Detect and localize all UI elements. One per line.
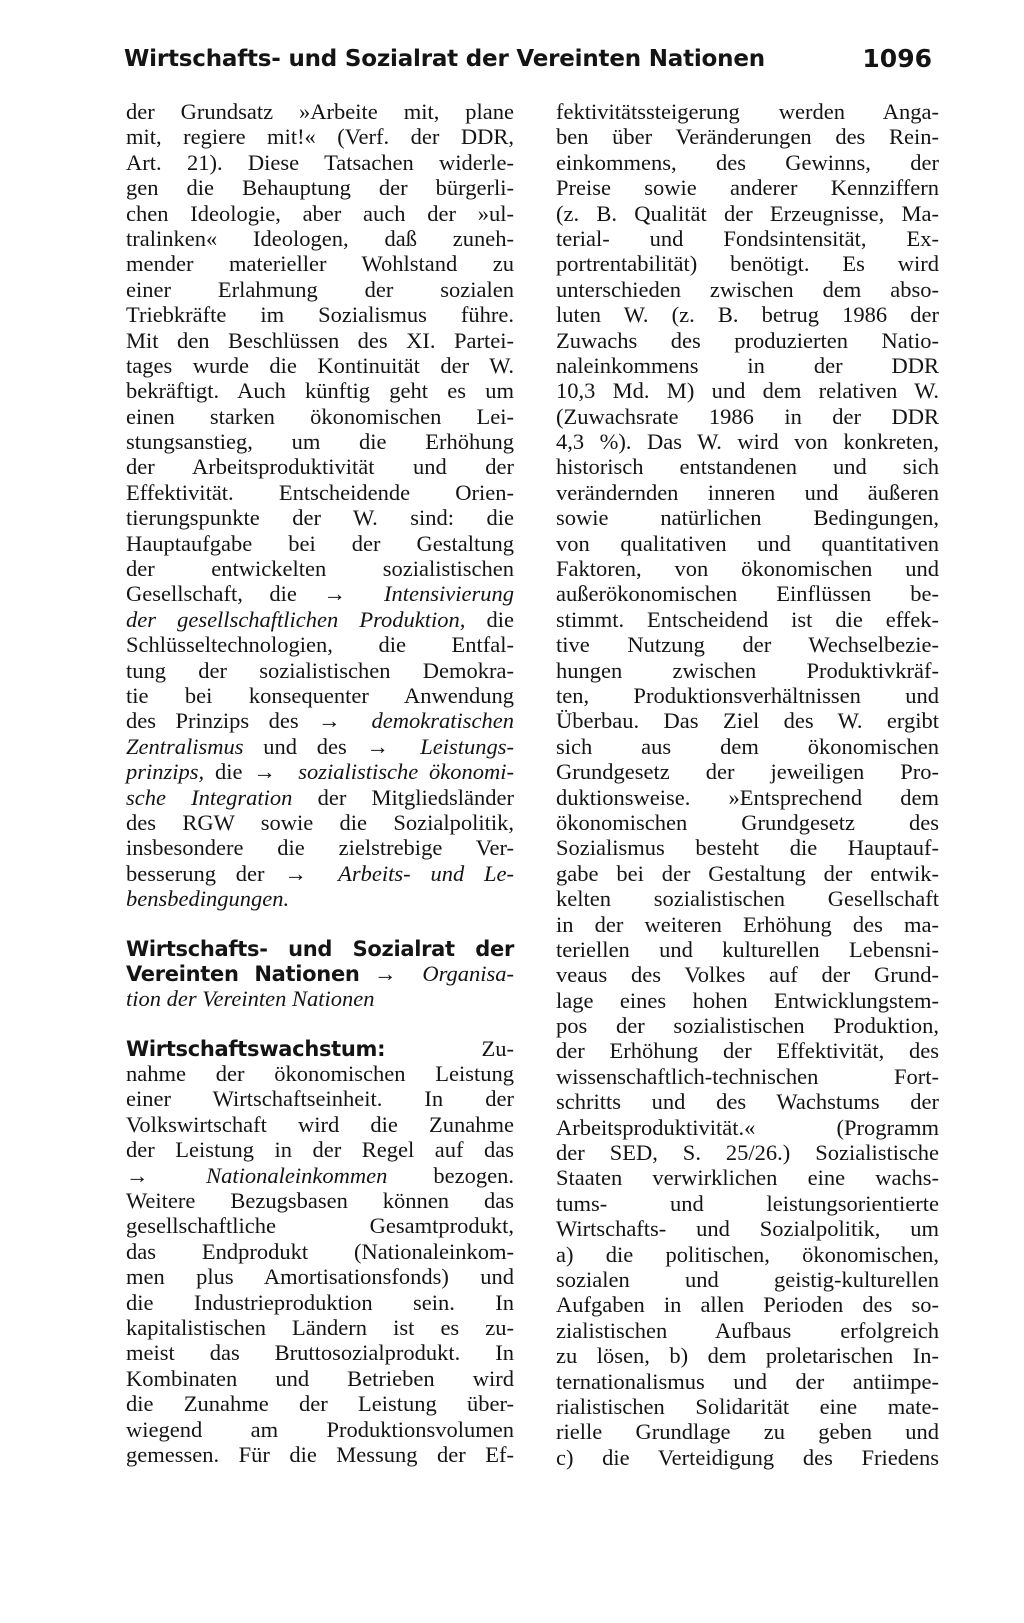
text-line: duktionsweise. »Entsprechend dem bbox=[556, 784, 939, 810]
text-line: Triebkräfte im Sozialismus führe. bbox=[126, 302, 514, 328]
text-line: teriellen und kulturellen Lebensni- bbox=[556, 936, 939, 962]
text-line: der Leistung in der Regel auf das bbox=[126, 1137, 514, 1163]
text-line: gemessen. Für die Messung der Ef- bbox=[126, 1441, 514, 1467]
text-line: Effektivität. Entscheidende Orien- bbox=[126, 479, 514, 505]
entry-wirtschafts-und-sozialrat bbox=[126, 936, 514, 1012]
text-line: verändernden inneren und äußeren bbox=[556, 479, 939, 505]
text-line: des RGW sowie die Sozialpolitik, bbox=[126, 809, 514, 835]
text-line: Zuwachs des produzierten Natio- bbox=[556, 327, 939, 353]
text-line: → Nationaleinkommen bezogen. bbox=[126, 1162, 515, 1188]
text-line: schritts und des Wachstums der bbox=[556, 1089, 939, 1115]
text-line: kelten sozialistischen Gesellschaft bbox=[556, 886, 939, 912]
cross-reference-link[interactable]: bensbedingungen. bbox=[126, 886, 290, 912]
text-line: gabe bei der Gestaltung der entwik- bbox=[556, 860, 939, 886]
text-line: (Zuwachsrate 1986 in der DDR bbox=[556, 403, 939, 429]
running-head: Wirtschafts- und Sozialrat der Vereinten Nationen bbox=[124, 46, 765, 72]
paragraph-continuation bbox=[126, 810, 514, 861]
cross-reference-arrow-icon: → bbox=[366, 733, 390, 759]
text-line: ten, Produktionsverhältnissen und bbox=[556, 682, 939, 708]
text-line: wissenschaftlich-technischen Fort- bbox=[556, 1063, 939, 1089]
text-line: sich aus dem ökonomischen bbox=[556, 733, 939, 759]
text-line: sozialen und geistig-kulturellen bbox=[556, 1266, 939, 1292]
text-line: besserung der → Arbeits- und Le- bbox=[126, 860, 515, 886]
text-line: des Prinzips des → demokratischen bbox=[126, 708, 515, 734]
text-line: Wirtschafts- und Sozialpolitik, um bbox=[556, 1216, 939, 1242]
text-line: einer Wirtschaftseinheit. In der bbox=[126, 1086, 514, 1112]
cross-reference-arrow-icon: → bbox=[373, 960, 397, 986]
text-line: die Industrieproduktion sein. In bbox=[126, 1289, 514, 1315]
paragraph-continuation bbox=[126, 632, 514, 708]
text-line: tung der sozialistischen Demokra- bbox=[126, 657, 514, 683]
cross-reference-link[interactable]: prinzips, bbox=[126, 759, 205, 785]
cross-reference-arrow-icon: → bbox=[323, 581, 346, 607]
left-column bbox=[126, 99, 514, 1467]
text-line: der SED, S. 25/26.) Sozialistische bbox=[556, 1140, 939, 1166]
text-line: Gesellschaft, die → Intensivierung bbox=[126, 581, 515, 607]
text-line: der gesellschaftlichen Produktion, die bbox=[126, 606, 514, 632]
text-line: bekräftigt. Auch künftig geht es um bbox=[126, 378, 514, 404]
text-line: (z. B. Qualität der Erzeugnisse, Ma- bbox=[556, 200, 939, 226]
text-line: ternationalismus und der antiimpe- bbox=[556, 1368, 939, 1394]
text-line: stungsanstieg, um die Erhöhung bbox=[126, 429, 514, 455]
paragraph-continuation bbox=[556, 99, 939, 1470]
text-line: a) die politischen, ökonomischen, bbox=[556, 1241, 939, 1267]
text-line: mender materieller Wohlstand zu bbox=[126, 251, 514, 277]
text-line: der entwickelten sozialistischen bbox=[126, 556, 514, 582]
cross-reference-link[interactable]: Nationaleinkommen bbox=[206, 1162, 388, 1188]
text-line: sche Integration der Mitgliedsländer bbox=[126, 784, 515, 810]
text-line: terial- und Fondsintensität, Ex- bbox=[556, 225, 939, 251]
text-line: tages wurde die Kontinuität der W. bbox=[126, 352, 514, 378]
cross-reference-arrow-icon: → bbox=[126, 1162, 149, 1188]
paragraph-body bbox=[126, 1188, 514, 1467]
text-line: Grundgesetz der jeweiligen Pro- bbox=[556, 759, 939, 785]
cross-reference-link[interactable]: Leistungs- bbox=[420, 733, 515, 759]
text-line: Aufgaben in allen Perioden des so- bbox=[556, 1292, 939, 1318]
cross-reference-arrow-icon: → bbox=[318, 708, 341, 734]
text-line: die Zunahme der Leistung über- bbox=[126, 1391, 514, 1417]
entry-keyword: Wirtschafts- und Sozialrat der bbox=[126, 936, 514, 961]
text-line: gesellschaftliche Gesamtprodukt, bbox=[126, 1213, 514, 1239]
text-line: kapitalistischen Ländern ist es zu- bbox=[126, 1314, 514, 1340]
text-line: Überbau. Das Ziel des W. ergibt bbox=[556, 708, 939, 734]
text-line: zialistischen Aufbaus erfolgreich bbox=[556, 1317, 939, 1343]
cross-reference-link[interactable]: Intensivierung bbox=[384, 581, 515, 607]
cross-reference-link[interactable]: sozialistische ökonomi- bbox=[298, 759, 515, 785]
cross-reference-arrow-icon: → bbox=[284, 860, 307, 886]
text-line: meist das Bruttosozialprodukt. In bbox=[126, 1340, 514, 1366]
cross-reference-link[interactable]: der gesellschaftlichen Produktion, bbox=[126, 606, 466, 632]
text-line: rielle Grundlage zu geben und bbox=[556, 1419, 939, 1445]
entry-keyword: Vereinten Nationen bbox=[126, 961, 360, 986]
text-line: Arbeitsproduktivität.« (Programm bbox=[556, 1114, 939, 1140]
cross-reference-link[interactable]: demokratischen bbox=[371, 708, 515, 734]
text-line bbox=[126, 986, 514, 1011]
text-line: pos der sozialistischen Produktion, bbox=[556, 1013, 939, 1039]
text-line: Volkswirtschaft wird die Zunahme bbox=[126, 1111, 514, 1137]
cross-reference-link[interactable]: tion der Vereinten Nationen bbox=[126, 986, 375, 1012]
text-line: sowie natürlichen Bedingungen, bbox=[556, 505, 939, 531]
text-line: Schlüsseltechnologien, die Entfal- bbox=[126, 632, 514, 658]
text-line: zu lösen, b) dem proletarischen In- bbox=[556, 1343, 939, 1369]
text-line: men plus Amortisationsfonds) und bbox=[126, 1264, 514, 1290]
page-header bbox=[124, 46, 932, 86]
cross-reference-link[interactable]: Zentralismus bbox=[126, 733, 244, 759]
text-line: fektivitätssteigerung werden Anga- bbox=[556, 99, 939, 124]
text-line: rialistischen Solidarität eine mate- bbox=[556, 1393, 939, 1419]
text-line: der Arbeitsproduktivität und der bbox=[126, 454, 514, 480]
text-line: Art. 21). Diese Tatsachen widerle- bbox=[126, 149, 514, 175]
page-number: 1096 bbox=[862, 44, 932, 73]
text-line: Faktoren, von ökonomischen und bbox=[556, 556, 939, 582]
text-line bbox=[126, 961, 514, 986]
text-line: tralinken« Ideologen, daß zuneh- bbox=[126, 225, 514, 251]
text-line: historisch entstandenen und sich bbox=[556, 454, 939, 480]
text-line: veaus des Volkes auf der Grund- bbox=[556, 962, 939, 988]
text-line: tums- und leistungsorientierte bbox=[556, 1190, 939, 1216]
text-line: hungen zwischen Produktivkräf- bbox=[556, 657, 939, 683]
text-line: einen starken ökonomischen Lei- bbox=[126, 403, 514, 429]
text-line: luten W. (z. B. betrug 1986 der bbox=[556, 302, 939, 328]
text-line: chen Ideologie, aber auch der »ul- bbox=[126, 200, 514, 226]
text-line: tive Nutzung der Wechselbezie- bbox=[556, 632, 939, 658]
text-line: das Endprodukt (Nationaleinkom- bbox=[126, 1238, 514, 1264]
entry-keyword: Wirtschaftswachstum: bbox=[126, 1036, 386, 1061]
text-line: tie bei konsequenter Anwendung bbox=[126, 682, 514, 708]
text-line: von qualitativen und quantitativen bbox=[556, 530, 939, 556]
entry-wirtschaftswachstum bbox=[126, 1036, 514, 1468]
text-line: mit, regiere mit!« (Verf. der DDR, bbox=[126, 124, 514, 150]
text-line: unterschieden zwischen dem abso- bbox=[556, 276, 939, 302]
text-line: Kombinaten und Betrieben wird bbox=[126, 1365, 514, 1391]
text-line: portrentabilität) benötigt. Es wird bbox=[556, 251, 939, 277]
text-line: Zentralismus und des → Leistungs- bbox=[126, 733, 515, 759]
text-line: Preise sowie anderer Kennziffern bbox=[556, 175, 939, 201]
text-line: ökonomischen Grundgesetz des bbox=[556, 809, 939, 835]
text-line: Staaten verwirklichen eine wachs- bbox=[556, 1165, 939, 1191]
text-line: einer Erlahmung der sozialen bbox=[126, 276, 514, 302]
text-line: 4,3 %). Das W. wird von konkreten, bbox=[556, 429, 939, 455]
text-line: c) die Verteidigung des Friedens bbox=[556, 1444, 939, 1470]
text-line: in der weiteren Erhöhung des ma- bbox=[556, 911, 939, 937]
text-line: tierungspunkte der W. sind: die bbox=[126, 505, 514, 531]
text-line: naleinkommens in der DDR bbox=[556, 352, 939, 378]
text-line: Weitere Bezugsbasen können das bbox=[126, 1188, 514, 1214]
text-line: der Erhöhung der Effektivität, des bbox=[556, 1038, 939, 1064]
paragraph-continuation bbox=[126, 99, 514, 581]
cross-reference-arrow-icon: → bbox=[253, 759, 276, 785]
text-line: ben über Veränderungen des Rein- bbox=[556, 124, 939, 150]
text-line: Hauptaufgabe bei der Gestaltung bbox=[126, 530, 514, 556]
right-column bbox=[556, 99, 939, 1470]
text-line: prinzips, die → sozialistische ökonomi- bbox=[126, 759, 515, 785]
text-line: Wirtschaftswachstum: Zu- bbox=[126, 1035, 514, 1061]
text-line: Sozialismus besteht die Hauptauf- bbox=[556, 835, 939, 861]
text-line: insbesondere die zielstrebige Ver- bbox=[126, 835, 514, 861]
text-line bbox=[126, 886, 514, 911]
paragraph-body bbox=[126, 1061, 514, 1163]
text-line: 10,3 Md. M) und dem relativen W. bbox=[556, 378, 939, 404]
text-line: lage eines hohen Entwicklungstem- bbox=[556, 987, 939, 1013]
text-line: stimmt. Entscheidend ist die effek- bbox=[556, 606, 939, 632]
cross-reference-link[interactable]: sche Integration bbox=[126, 784, 293, 810]
text-line: der Grundsatz »Arbeite mit, plane bbox=[126, 99, 514, 124]
text-line: gen die Behauptung der bürgerli- bbox=[126, 175, 514, 201]
text-line: wiegend am Produktionsvolumen bbox=[126, 1416, 514, 1442]
cross-reference-link[interactable]: Arbeits- und Le- bbox=[338, 860, 515, 886]
text-line: nahme der ökonomischen Leistung bbox=[126, 1061, 514, 1087]
text-line: Mit den Beschlüssen des XI. Partei- bbox=[126, 327, 514, 353]
cross-reference-link[interactable]: Organisa- bbox=[422, 960, 515, 986]
text-line: außerökonomischen Einflüssen be- bbox=[556, 581, 939, 607]
text-line: einkommens, des Gewinns, der bbox=[556, 149, 939, 175]
